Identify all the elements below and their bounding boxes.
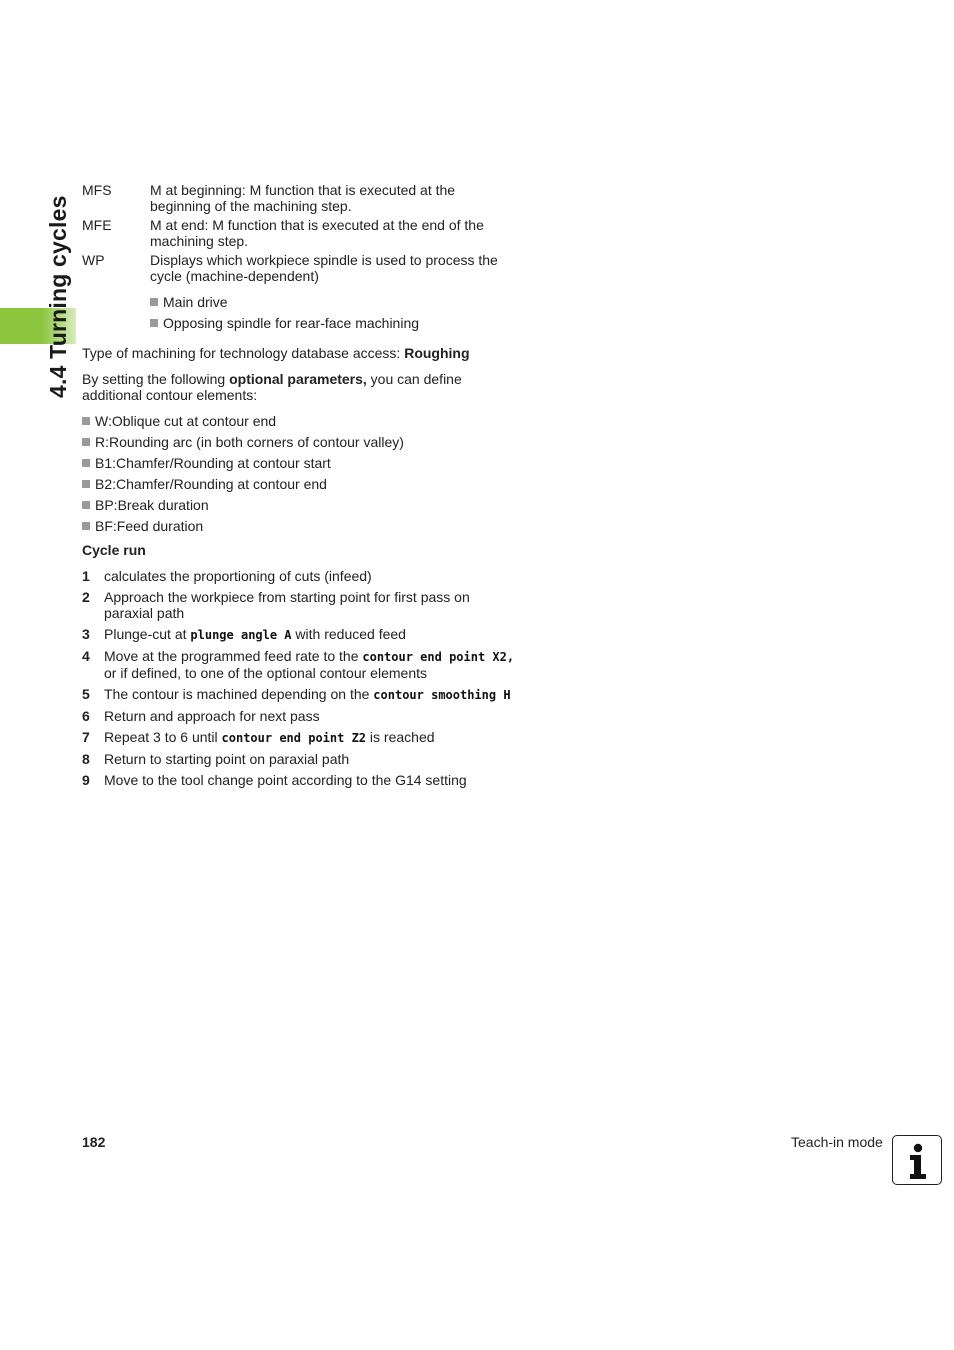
list-item-text: R:Rounding arc (in both corners of contour valley)	[95, 434, 404, 450]
bullet-square-icon	[150, 319, 158, 327]
step-number: 2	[82, 589, 90, 605]
list-item	[150, 315, 419, 336]
param-desc-line: beginning of the machining step.	[150, 198, 352, 214]
chapter-title: 4.4 Turning cycles	[45, 195, 71, 398]
step-number: 5	[82, 686, 90, 702]
param-desc-line: machining step.	[150, 233, 249, 249]
list-item-text: BP:Break duration	[95, 497, 209, 513]
step-text-part: Return to starting point on paraxial path	[104, 751, 350, 767]
step-text-part: with reduced feed	[291, 626, 406, 642]
step-text-part: Move to the tool change point according to the G14 setting	[104, 772, 467, 788]
step-text	[104, 589, 542, 621]
step-item	[82, 751, 542, 767]
info-icon	[892, 1135, 942, 1185]
step-item	[82, 729, 542, 746]
bullet-square-icon	[82, 417, 90, 425]
list-item	[82, 497, 404, 518]
param-mfs	[82, 182, 455, 214]
step-text	[104, 751, 542, 767]
bullet-square-icon	[82, 459, 90, 467]
param-key: MFS	[82, 182, 112, 198]
list-item-text: Opposing spindle for rear-face machining	[163, 315, 420, 331]
step-number: 7	[82, 729, 90, 745]
step-item	[82, 648, 542, 681]
list-item-text: Main drive	[163, 294, 228, 310]
step-number: 3	[82, 626, 90, 642]
step-code: plunge angle A	[190, 628, 292, 642]
section-label: Teach-in mode	[791, 1134, 883, 1150]
list-item-text: BF:Feed duration	[95, 518, 204, 534]
list-item	[150, 294, 419, 315]
step-text	[104, 686, 542, 703]
bullet-square-icon	[82, 438, 90, 446]
list-item	[82, 476, 404, 497]
step-text-part: Approach the workpiece from starting point for first pass on	[104, 589, 470, 605]
step-code: contour end point Z2	[221, 731, 367, 745]
step-item	[82, 589, 542, 621]
step-number: 9	[82, 772, 90, 788]
step-code: contour end point X2,	[362, 650, 515, 664]
list-item	[82, 434, 404, 455]
param-desc-line: cycle (machine-dependent)	[150, 268, 319, 284]
machining-type-value: Roughing	[404, 345, 470, 361]
machining-type-paragraph	[82, 345, 470, 361]
step-text	[104, 648, 542, 681]
step-text-part: The contour is machined depending on the	[104, 686, 374, 702]
param-key: WP	[82, 252, 105, 268]
list-item-text: B2:Chamfer/Rounding at contour end	[95, 476, 327, 492]
bullet-square-icon	[82, 522, 90, 530]
step-text	[104, 729, 542, 746]
bullet-square-icon	[82, 480, 90, 488]
optional-intro-line: additional contour elements:	[82, 387, 258, 403]
list-item	[82, 518, 404, 539]
list-item	[82, 413, 404, 434]
step-item	[82, 626, 542, 643]
param-mfe	[82, 217, 484, 249]
bullet-square-icon	[82, 501, 90, 509]
list-item-text: W:Oblique cut at contour end	[95, 413, 277, 429]
intro-text: By setting the following	[82, 371, 230, 387]
param-desc-line: Displays which workpiece spindle is used to process the	[150, 252, 498, 268]
step-item	[82, 708, 542, 724]
step-text	[104, 568, 542, 584]
list-item	[82, 455, 404, 476]
step-text	[104, 626, 542, 643]
step-number: 1	[82, 568, 90, 584]
step-text-part: is reached	[366, 729, 435, 745]
step-number: 8	[82, 751, 90, 767]
param-key: MFE	[82, 217, 112, 233]
param-desc-line: M at beginning: M function that is executed at the	[150, 182, 456, 198]
param-desc	[150, 252, 498, 284]
step-text-part: Repeat 3 to 6 until	[104, 729, 222, 745]
optional-elements-list	[82, 413, 404, 539]
step-text	[104, 708, 542, 724]
bullet-square-icon	[150, 298, 158, 306]
cycle-run-steps	[82, 568, 542, 793]
param-desc	[150, 182, 455, 214]
intro-bold: optional parameters,	[229, 371, 367, 387]
list-item-text: B1:Chamfer/Rounding at contour start	[95, 455, 331, 471]
step-item	[82, 568, 542, 584]
param-wp	[82, 252, 498, 284]
step-text-part: calculates the proportioning of cuts (infeed)	[104, 568, 372, 584]
param-desc-line: M at end: M function that is executed at the end of the	[150, 217, 484, 233]
step-text-part: Move at the programmed feed rate to the	[104, 648, 363, 664]
page-number: 182	[82, 1134, 106, 1150]
step-item	[82, 686, 542, 703]
step-text-part: or if defined, to one of the optional contour elements	[104, 665, 427, 681]
optional-intro-line	[82, 371, 462, 387]
step-text-part: Plunge-cut at	[104, 626, 191, 642]
intro-text: you can define	[366, 371, 462, 387]
step-text-part: paraxial path	[104, 605, 185, 621]
cycle-run-heading: Cycle run	[82, 542, 146, 558]
optional-intro-paragraph	[82, 371, 462, 403]
step-number: 6	[82, 708, 90, 724]
step-code: contour smoothing H	[373, 688, 511, 702]
spindle-options-list	[150, 294, 419, 336]
step-text	[104, 772, 542, 788]
machining-type-label: Type of machining for technology database access:	[82, 345, 405, 361]
step-item	[82, 772, 542, 788]
step-number: 4	[82, 648, 90, 664]
info-glyph	[893, 1136, 941, 1184]
step-text-part: Return and approach for next pass	[104, 708, 320, 724]
param-desc	[150, 217, 484, 249]
